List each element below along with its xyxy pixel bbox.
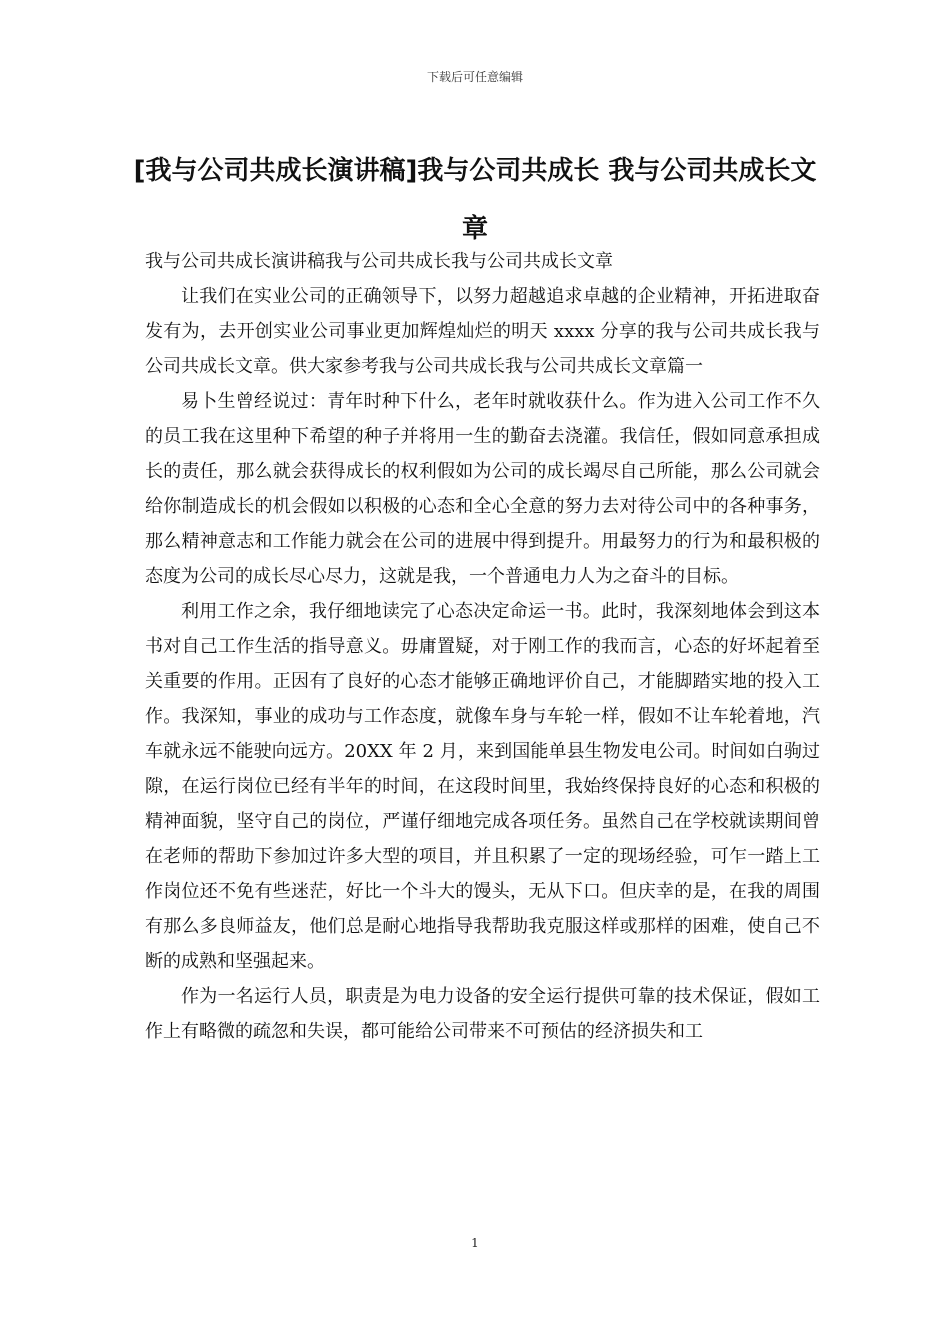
document-body — [145, 244, 820, 1049]
body-paragraph: 利用工作之余，我仔细地读完了心态决定命运一书。此时，我深刻地体会到这本书对自己工作生活的指导意义。毋庸置疑，对于刚工作的我而言，心态的好坏起着至关重要的作用。正因有了良好的心态才能够正确地评价自己，才能脚踏实地的投入工作。我深知，事业的成功与工作态度，就像车身与车轮一样，假如不让车轮着地，汽车就永远不能驶向远方。20XX 年 2 月，来到国能单县生物发电公司。时间如白驹过隙，在运行岗位已经有半年的时间，在这段时间里，我始终保持良好的心态和积极的精神面貌，坚守自己的岗位，严谨仔细地完成各项任务。虽然自己在学校就读期间曾在老师的帮助下参加过许多大型的项目，并且积累了一定的现场经验，可乍一踏上工作岗位还不免有些迷茫，好比一个斗大的馒头，无从下口。但庆幸的是，在我的周围有那么多良师益友，他们总是耐心地指导我帮助我克服这样或那样的困难，使自己不断的成熟和坚强起来。 — [145, 601, 820, 972]
document-title: [我与公司共成长演讲稿]我与公司共成长 我与公司共成长文章 — [133, 156, 817, 244]
body-paragraph: 易卜生曾经说过：青年时种下什么，老年时就收获什么。作为进入公司工作不久的员工我在这里种下希望的种子并将用一生的勤奋去浇灌。我信任，假如同意承担成长的责任，那么就会获得成长的权利假如为公司的成长竭尽自己所能，那么公司就会给你制造成长的机会假如以积极的心态和全心全意的努力去对待公司中的各种事务，那么精神意志和工作能力就会在公司的进展中得到提升。用最努力的行为和最积极的态度为公司的成长尽心尽力，这就是我，一个普通电力人为之奋斗的目标。 — [145, 391, 820, 587]
page-number: 1 — [471, 1236, 479, 1250]
subtitle-paragraph: 我与公司共成长演讲稿我与公司共成长我与公司共成长文章 — [145, 251, 613, 272]
body-paragraph: 让我们在实业公司的正确领导下，以努力超越追求卓越的企业精神，开拓进取奋发有为，去开创实业公司事业更加辉煌灿烂的明天 xxxx 分享的我与公司共成长我与公司共成长文章。供大家参考我与公司共成长我与公司共成长文章篇一 — [145, 286, 820, 377]
header-note: 下载后可任意编辑 — [426, 70, 523, 84]
body-paragraph: 作为一名运行人员，职责是为电力设备的安全运行提供可靠的技术保证，假如工作上有略微的疏忽和失误，都可能给公司带来不可预估的经济损失和工 — [145, 986, 820, 1042]
